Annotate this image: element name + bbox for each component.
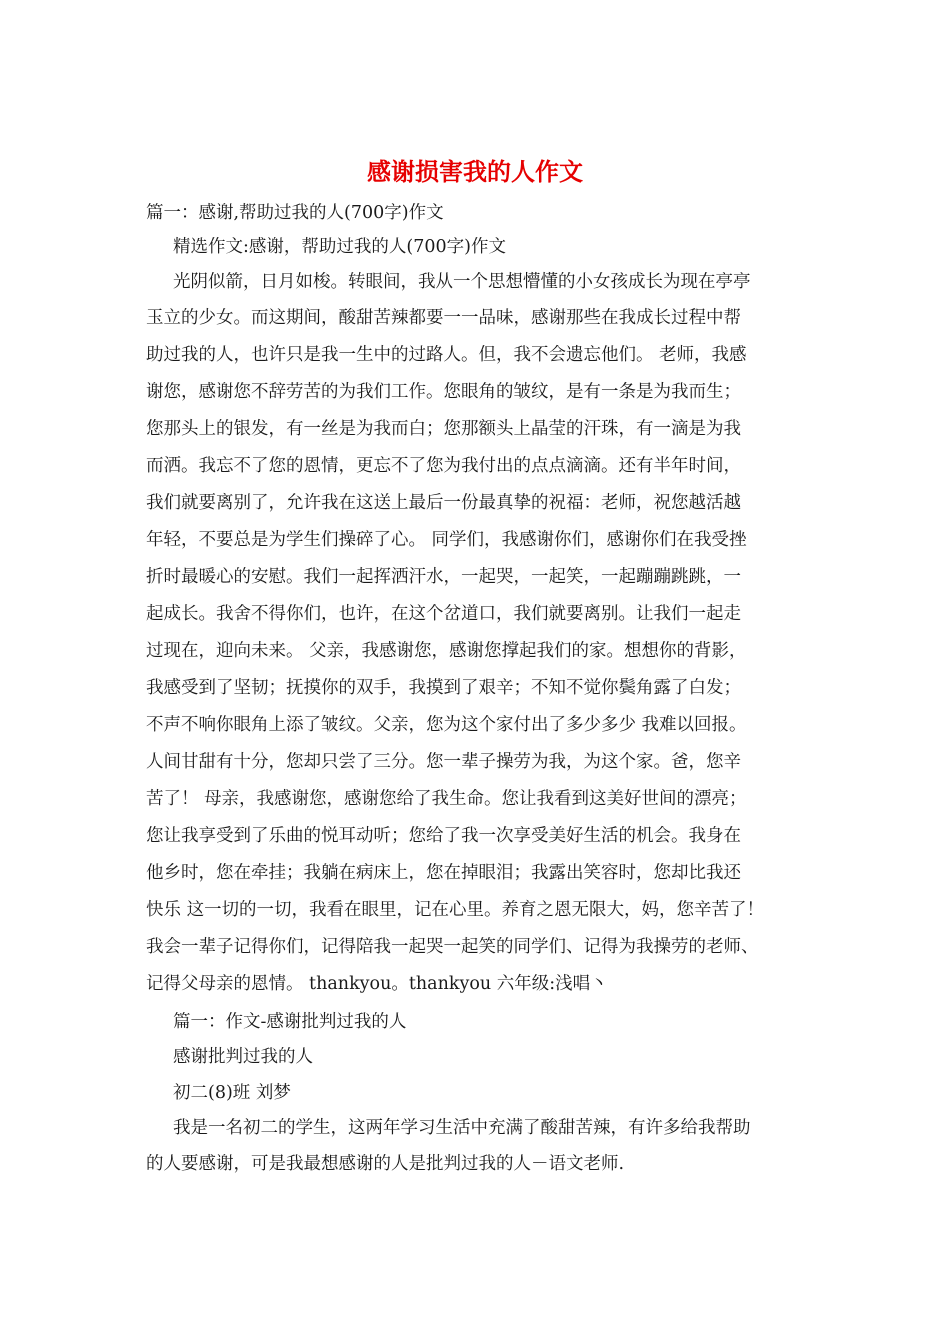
section-heading: 篇一：感谢,帮助过我的人(700字)作文 xyxy=(146,203,444,223)
paragraph-line: 他乡时，您在牵挂；我躺在病床上，您在掉眼泪；我露出笑容时，您却比我还 xyxy=(146,863,741,883)
paragraph-line: 快乐 这一切的一切，我看在眼里，记在心里。养育之恩无限大，妈，您辛苦了！ xyxy=(146,900,765,920)
paragraph-line: 而洒。我忘不了您的恩情，更忘不了您为我付出的点点滴滴。还有半年时间， xyxy=(146,456,741,476)
subheading-line: 精选作文:感谢，帮助过我的人(700字)作文 xyxy=(173,237,506,257)
paragraph-line: 的人要感谢，可是我最想感谢的人是批判过我的人－语文老师. xyxy=(146,1154,625,1174)
essay-title: 感谢批判过我的人 xyxy=(173,1047,313,1067)
paragraph-line: 年轻，不要总是为学生们操碎了心。 同学们，我感谢你们，感谢你们在我受挫 xyxy=(146,530,747,550)
paragraph-line: 玉立的少女。而这期间，酸甜苦辣都要一一品味，感谢那些在我成长过程中帮 xyxy=(146,308,741,328)
paragraph-line: 折时最暖心的安慰。我们一起挥洒汗水，一起哭，一起笑，一起蹦蹦跳跳，一 xyxy=(146,567,741,587)
paragraph-line: 过现在，迎向未来。 父亲，我感谢您，感谢您撑起我们的家。想想你的背影， xyxy=(146,641,747,661)
document-title: 感谢损害我的人作文 xyxy=(367,157,583,186)
paragraph-line: 我会一辈子记得你们，记得陪我一起哭一起笑的同学们、记得为我操劳的老师、 xyxy=(146,937,759,957)
paragraph-line: 我感受到了坚韧；抚摸你的双手，我摸到了艰辛；不知不觉你鬓角露了白发； xyxy=(146,678,741,698)
paragraph-line: 人间甘甜有十分，您却只尝了三分。您一辈子操劳为我，为这个家。爸，您辛 xyxy=(146,752,741,772)
paragraph-line: 不声不响你眼角上添了皱纹。父亲，您为这个家付出了多少多少 我难以回报。 xyxy=(146,715,747,735)
paragraph-line: 助过我的人，也许只是我一生中的过路人。但，我不会遗忘他们。 老师，我感 xyxy=(146,345,747,365)
author-line: 初二(8)班 刘梦 xyxy=(173,1083,291,1103)
paragraph-line: 光阴似箭，日月如梭。转眼间，我从一个思想懵懂的小女孩成长为现在亭亭 xyxy=(173,272,751,292)
paragraph-line: 苦了！ 母亲，我感谢您，感谢您给了我生命。您让我看到这美好世间的漂亮； xyxy=(146,789,747,809)
paragraph-line: 谢您，感谢您不辞劳苦的为我们工作。您眼角的皱纹，是有一条是为我而生； xyxy=(146,382,741,402)
paragraph-line: 我是一名初二的学生，这两年学习生活中充满了酸甜苦辣，有许多给我帮助 xyxy=(173,1118,751,1138)
paragraph-line: 您让我享受到了乐曲的悦耳动听；您给了我一次享受美好生活的机会。我身在 xyxy=(146,826,741,846)
paragraph-line: 我们就要离别了，允许我在这送上最后一份最真挚的祝福：老师，祝您越活越 xyxy=(146,493,741,513)
section-heading: 篇一：作文-感谢批判过我的人 xyxy=(173,1012,407,1032)
paragraph-line: 起成长。我舍不得你们，也许，在这个岔道口，我们就要离别。让我们一起走 xyxy=(146,604,741,624)
paragraph-line: 您那头上的银发，有一丝是为我而白；您那额头上晶莹的汗珠，有一滴是为我 xyxy=(146,419,741,439)
paragraph-line: 记得父母亲的恩情。 thankyou。thankyou 六年级:浅唱丶 xyxy=(146,974,608,994)
